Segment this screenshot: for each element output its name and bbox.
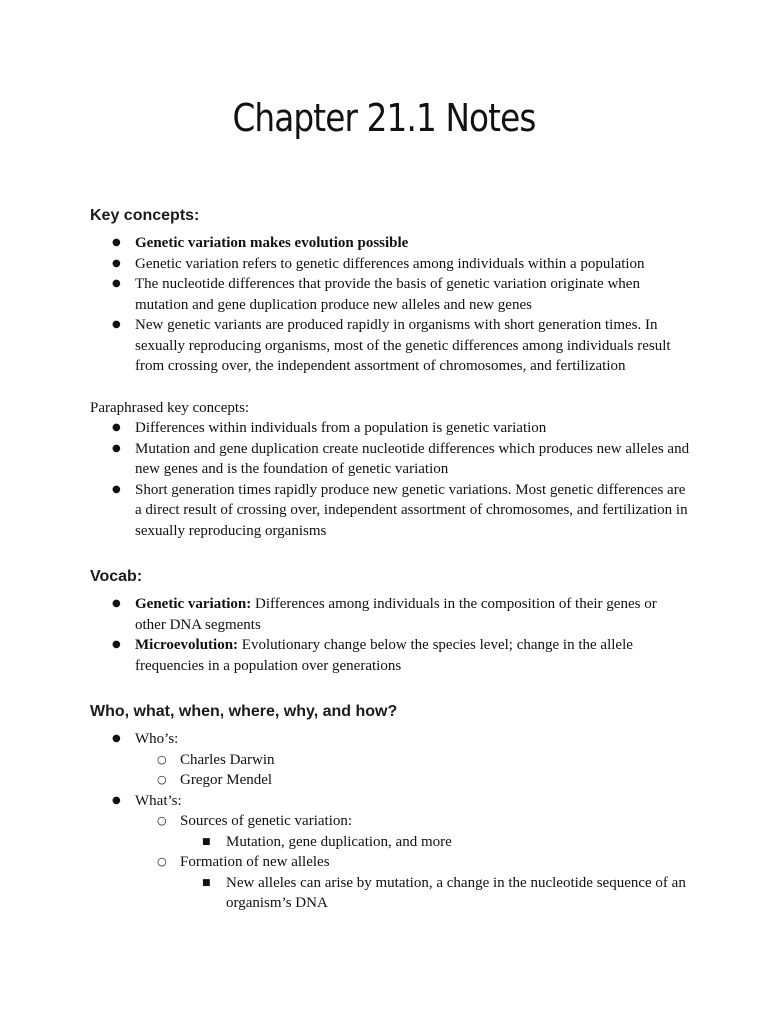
key-concepts-list [90,233,690,377]
bullet-circle-icon: ○ [157,773,167,786]
vocab-term: Genetic variation: [135,596,252,612]
list-item [90,635,690,676]
bullet-circle-icon: ○ [157,814,167,827]
list-item [90,811,690,832]
list-item [90,594,690,635]
list-item [90,750,690,771]
list-item [90,274,690,315]
key-concept-text: Genetic variation refers to genetic differences among individuals within a population [135,255,645,272]
list-item [90,480,690,542]
key-concepts-heading: Key concepts: [90,207,200,224]
bullet-disc-icon: ● [112,319,121,330]
bullet-circle-icon: ○ [157,752,167,766]
vocab-definition: Differences among individuals in the composition of their genes or other DNA segments [135,596,657,633]
formation-label: Formation of new alleles [180,854,330,870]
bullet-circle-icon: ○ [157,855,167,868]
bullet-disc-icon: ● [112,257,121,269]
page-title: Chapter 21.1 Notes [232,96,536,140]
list-item [90,418,690,439]
list-item [90,315,690,377]
list-item [90,770,690,791]
vocab-definition: Evolutionary change below the species level; change in the allele frequencies in a population over generations [135,637,633,674]
paraphrased-label: Paraphrased key concepts: [90,400,250,416]
vocab-list [90,594,690,676]
key-concept-bold: Genetic variation makes evolution possible [135,235,409,251]
bullet-disc-icon: ● [112,422,121,433]
key-concept-text: New genetic variants are produced rapidly in organisms with short generation times. In sexually reproducing organisms, most of the genetic differences among individuals result from crossing over, the independent assortment of chromosomes, and fertilization [135,317,671,374]
paraphrased-text: Differences within individuals from a population is genetic variation [135,420,547,436]
bullet-disc-icon: ● [112,733,121,744]
list-item [90,791,690,812]
formation-sub: New alleles can arise by mutation, a change in the nucleotide sequence of an organism’s DNA [226,874,686,911]
vocab-heading: Vocab: [90,568,143,585]
list-item [90,852,690,873]
bullet-disc-icon: ● [112,237,121,248]
list-item [90,873,690,914]
bullet-disc-icon: ● [112,278,121,289]
paraphrased-list [90,418,690,541]
bullet-disc-icon: ● [112,483,121,495]
whos-label: Who’s: [135,731,179,747]
who-name: Charles Darwin [180,751,275,768]
bullet-disc-icon: ● [112,639,121,650]
who-name: Gregor Mendel [180,772,273,788]
list-item [90,729,690,750]
key-concept-text: The nucleotide differences that provide the basis of genetic variation originate when mutation and gene duplication produce new alleles and new genes [135,276,640,313]
bullet-square-icon: ■ [202,836,211,847]
w5-list [90,729,690,914]
list-item [90,439,690,480]
paraphrased-text: Mutation and gene duplication create nucleotide differences which produces new alleles and new genes and is the foundation of genetic variation [135,440,690,477]
w5-heading: Who, what, when, where, why, and how? [90,703,398,720]
bullet-disc-icon: ● [112,442,121,454]
bullet-disc-icon: ● [112,598,121,609]
sources-sub: Mutation, gene duplication, and more [226,833,452,850]
list-item [90,832,690,853]
whats-label: What’s: [135,792,182,809]
list-item [90,233,690,254]
bullet-disc-icon: ● [112,794,121,806]
list-item [90,254,690,275]
paraphrased-text: Short generation times rapidly produce new genetic variations. Most genetic differences are a direct result of crossing over, independent assortment of chromosomes, and fertilization in sexually reproducing organisms [135,481,688,539]
sources-label: Sources of genetic variation: [180,813,353,829]
bullet-square-icon: ■ [202,877,211,888]
vocab-term: Microevolution: [135,637,239,653]
